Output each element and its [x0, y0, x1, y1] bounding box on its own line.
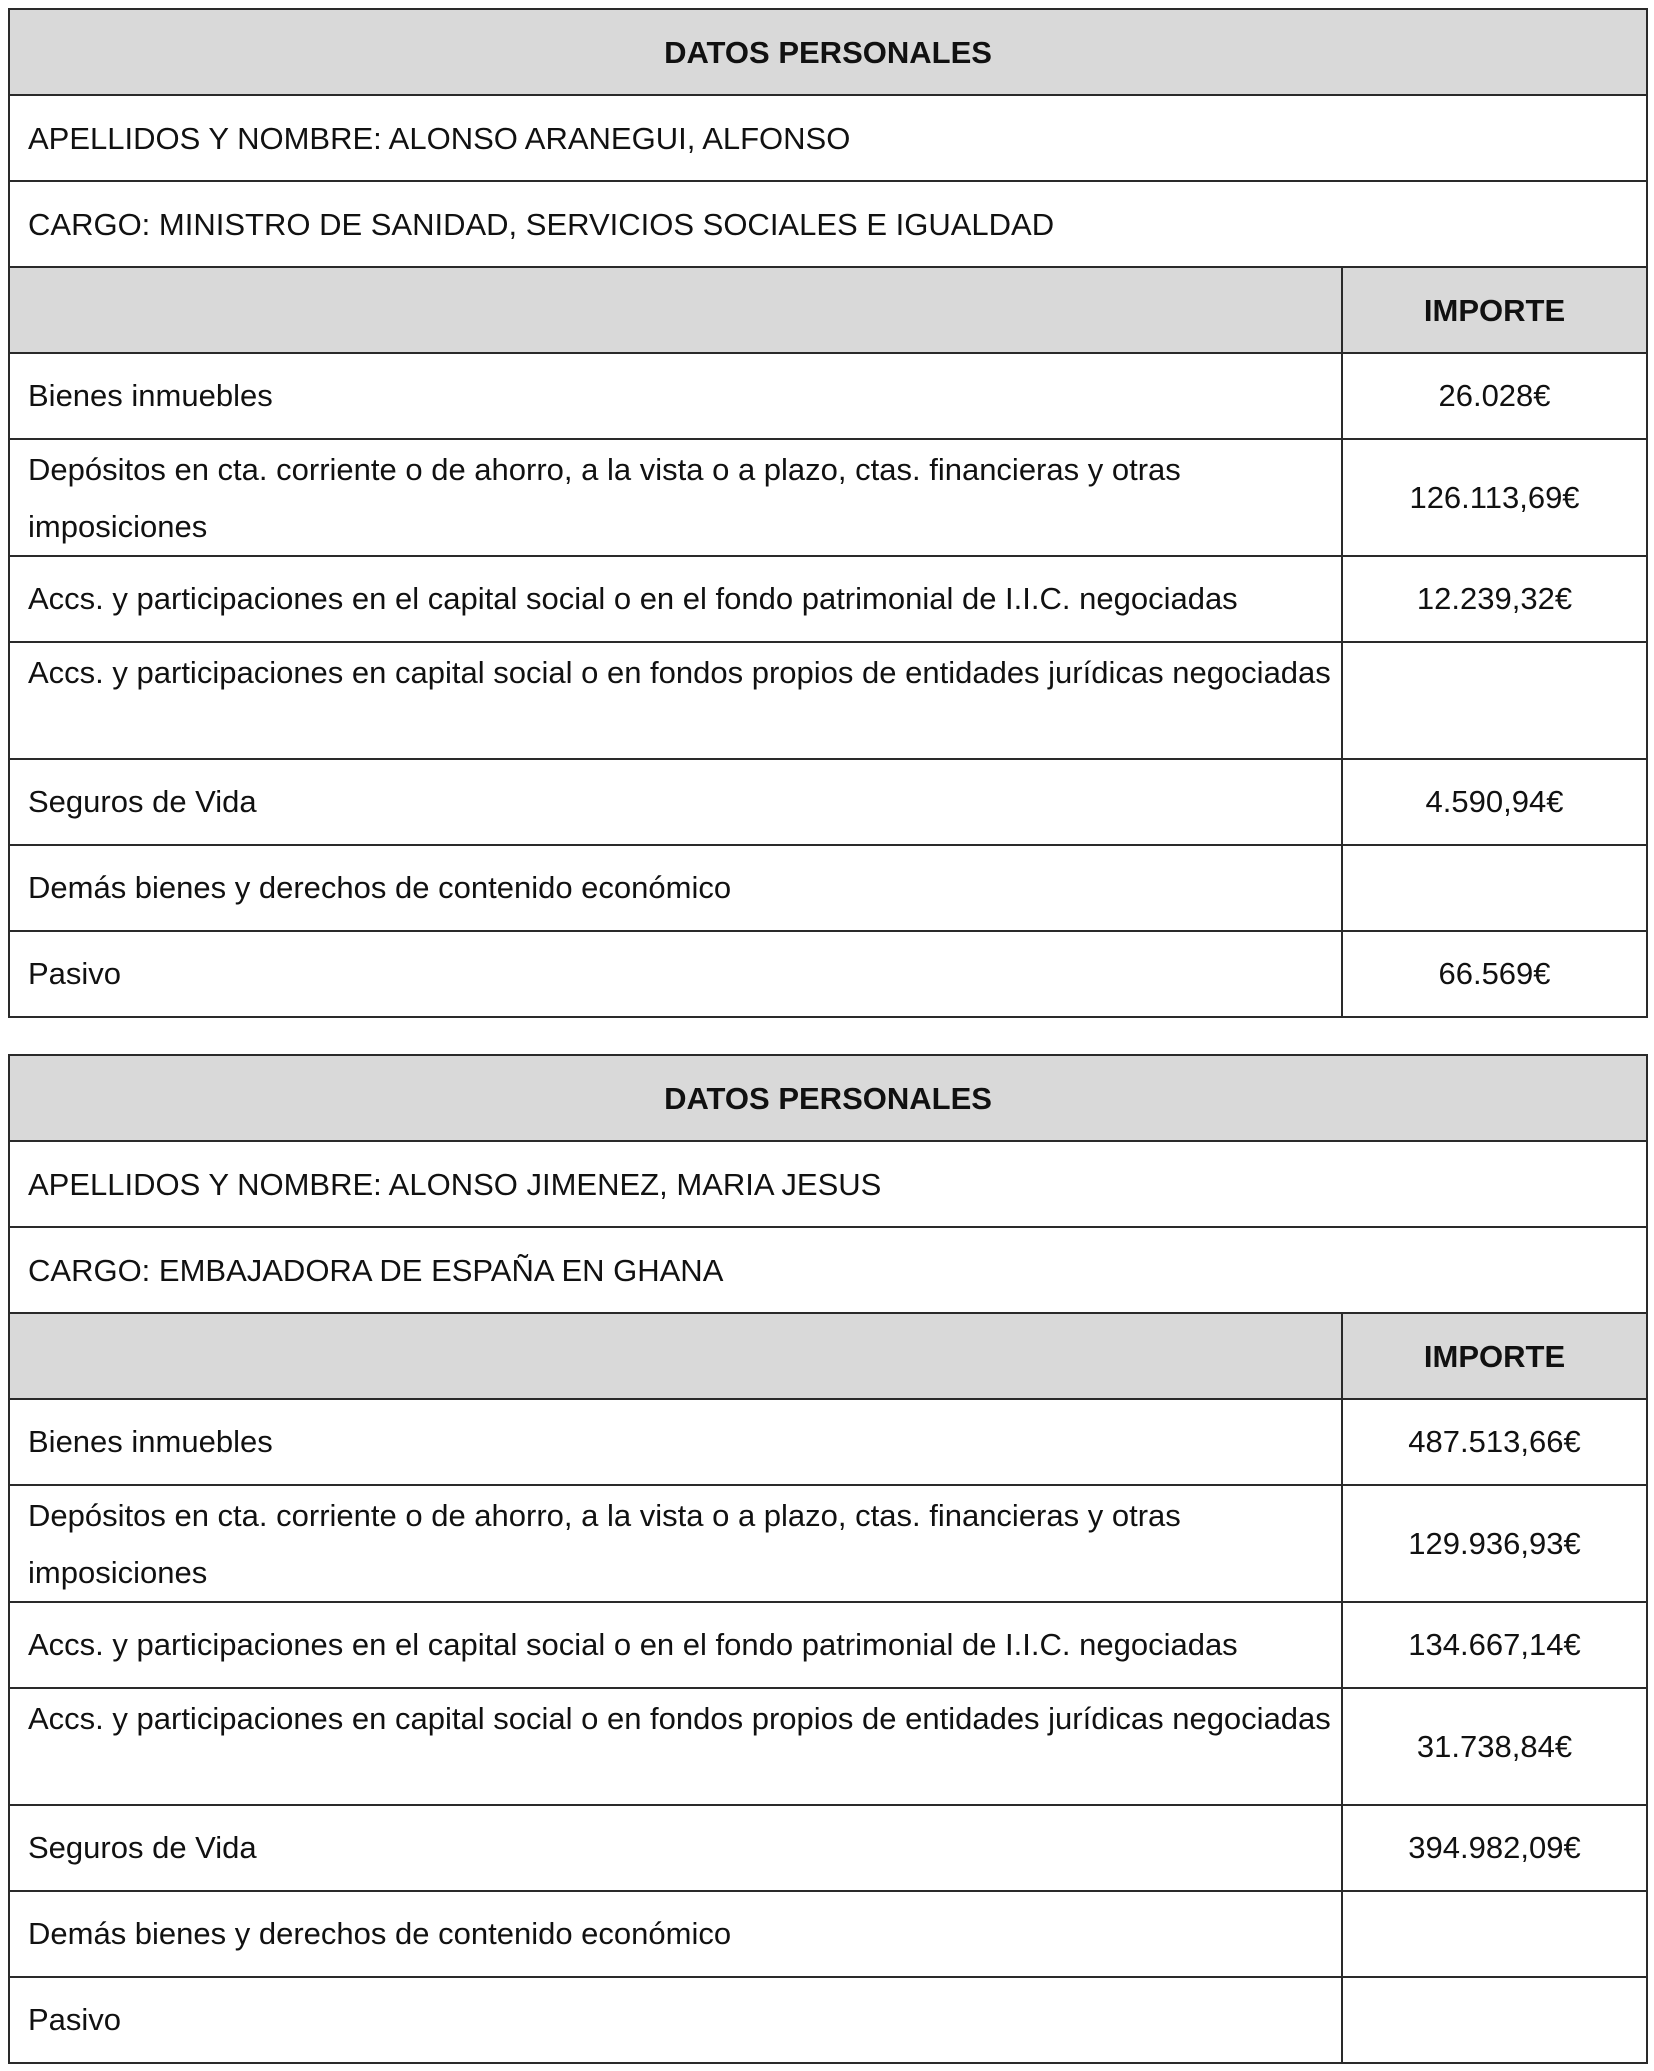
- row-amount: 4.590,94€: [1342, 759, 1647, 845]
- row-label: Pasivo: [9, 931, 1342, 1017]
- row-amount: 26.028€: [1342, 353, 1647, 439]
- row-label: Seguros de Vida: [9, 1805, 1342, 1891]
- name-line: APELLIDOS Y NOMBRE: ALONSO ARANEGUI, ALFONSO: [9, 95, 1647, 181]
- table-row: [9, 1602, 1647, 1688]
- row-label: Seguros de Vida: [9, 759, 1342, 845]
- row-amount: 134.667,14€: [1342, 1602, 1647, 1688]
- declaration-table: [8, 1054, 1648, 2064]
- section-header: DATOS PERSONALES: [9, 9, 1647, 95]
- blank-header-cell: [9, 1313, 1342, 1399]
- table-row: [9, 642, 1647, 759]
- row-label: Bienes inmuebles: [9, 1399, 1342, 1485]
- amount-header-row: [9, 267, 1647, 353]
- table-row: [9, 1688, 1647, 1805]
- table-row: [9, 759, 1647, 845]
- amount-header: IMPORTE: [1342, 1313, 1647, 1399]
- row-label: Accs. y participaciones en capital social o en fondos propios de entidades jurídicas negociadas: [9, 1688, 1342, 1805]
- table-row: [9, 439, 1647, 556]
- row-amount: [1342, 1891, 1647, 1977]
- row-label: Bienes inmuebles: [9, 353, 1342, 439]
- table-row: [9, 845, 1647, 931]
- row-amount: 487.513,66€: [1342, 1399, 1647, 1485]
- blank-header-cell: [9, 267, 1342, 353]
- row-amount: [1342, 642, 1647, 759]
- row-amount: 31.738,84€: [1342, 1688, 1647, 1805]
- cargo-line: CARGO: MINISTRO DE SANIDAD, SERVICIOS SOCIALES E IGUALDAD: [9, 181, 1647, 267]
- row-amount: 12.239,32€: [1342, 556, 1647, 642]
- table-row: [9, 353, 1647, 439]
- table-row: [9, 1891, 1647, 1977]
- cargo-row: [9, 1227, 1647, 1313]
- name-row: [9, 1141, 1647, 1227]
- amount-header-row: [9, 1313, 1647, 1399]
- declaration-table: [8, 8, 1648, 1018]
- name-line: APELLIDOS Y NOMBRE: ALONSO JIMENEZ, MARIA JESUS: [9, 1141, 1647, 1227]
- row-amount: 129.936,93€: [1342, 1485, 1647, 1602]
- row-amount: 66.569€: [1342, 931, 1647, 1017]
- header-row: [9, 1055, 1647, 1141]
- name-row: [9, 95, 1647, 181]
- row-label: Depósitos en cta. corriente o de ahorro, a la vista o a plazo, ctas. financieras y otras imposiciones: [9, 439, 1342, 556]
- row-label: Accs. y participaciones en el capital social o en el fondo patrimonial de I.I.C. negociadas: [9, 1602, 1342, 1688]
- row-amount: [1342, 845, 1647, 931]
- table-row: [9, 1399, 1647, 1485]
- section-header: DATOS PERSONALES: [9, 1055, 1647, 1141]
- table-row: [9, 1977, 1647, 2063]
- row-label: Accs. y participaciones en el capital social o en el fondo patrimonial de I.I.C. negociadas: [9, 556, 1342, 642]
- row-amount: 126.113,69€: [1342, 439, 1647, 556]
- row-label: Depósitos en cta. corriente o de ahorro, a la vista o a plazo, ctas. financieras y otras imposiciones: [9, 1485, 1342, 1602]
- row-label: Demás bienes y derechos de contenido económico: [9, 845, 1342, 931]
- cargo-row: [9, 181, 1647, 267]
- row-amount: 394.982,09€: [1342, 1805, 1647, 1891]
- row-amount: [1342, 1977, 1647, 2063]
- table-row: [9, 1805, 1647, 1891]
- row-label: Accs. y participaciones en capital social o en fondos propios de entidades jurídicas negociadas: [9, 642, 1342, 759]
- amount-header: IMPORTE: [1342, 267, 1647, 353]
- table-row: [9, 1485, 1647, 1602]
- row-label: Demás bienes y derechos de contenido económico: [9, 1891, 1342, 1977]
- header-row: [9, 9, 1647, 95]
- table-row: [9, 931, 1647, 1017]
- row-label: Pasivo: [9, 1977, 1342, 2063]
- table-row: [9, 556, 1647, 642]
- cargo-line: CARGO: EMBAJADORA DE ESPAÑA EN GHANA: [9, 1227, 1647, 1313]
